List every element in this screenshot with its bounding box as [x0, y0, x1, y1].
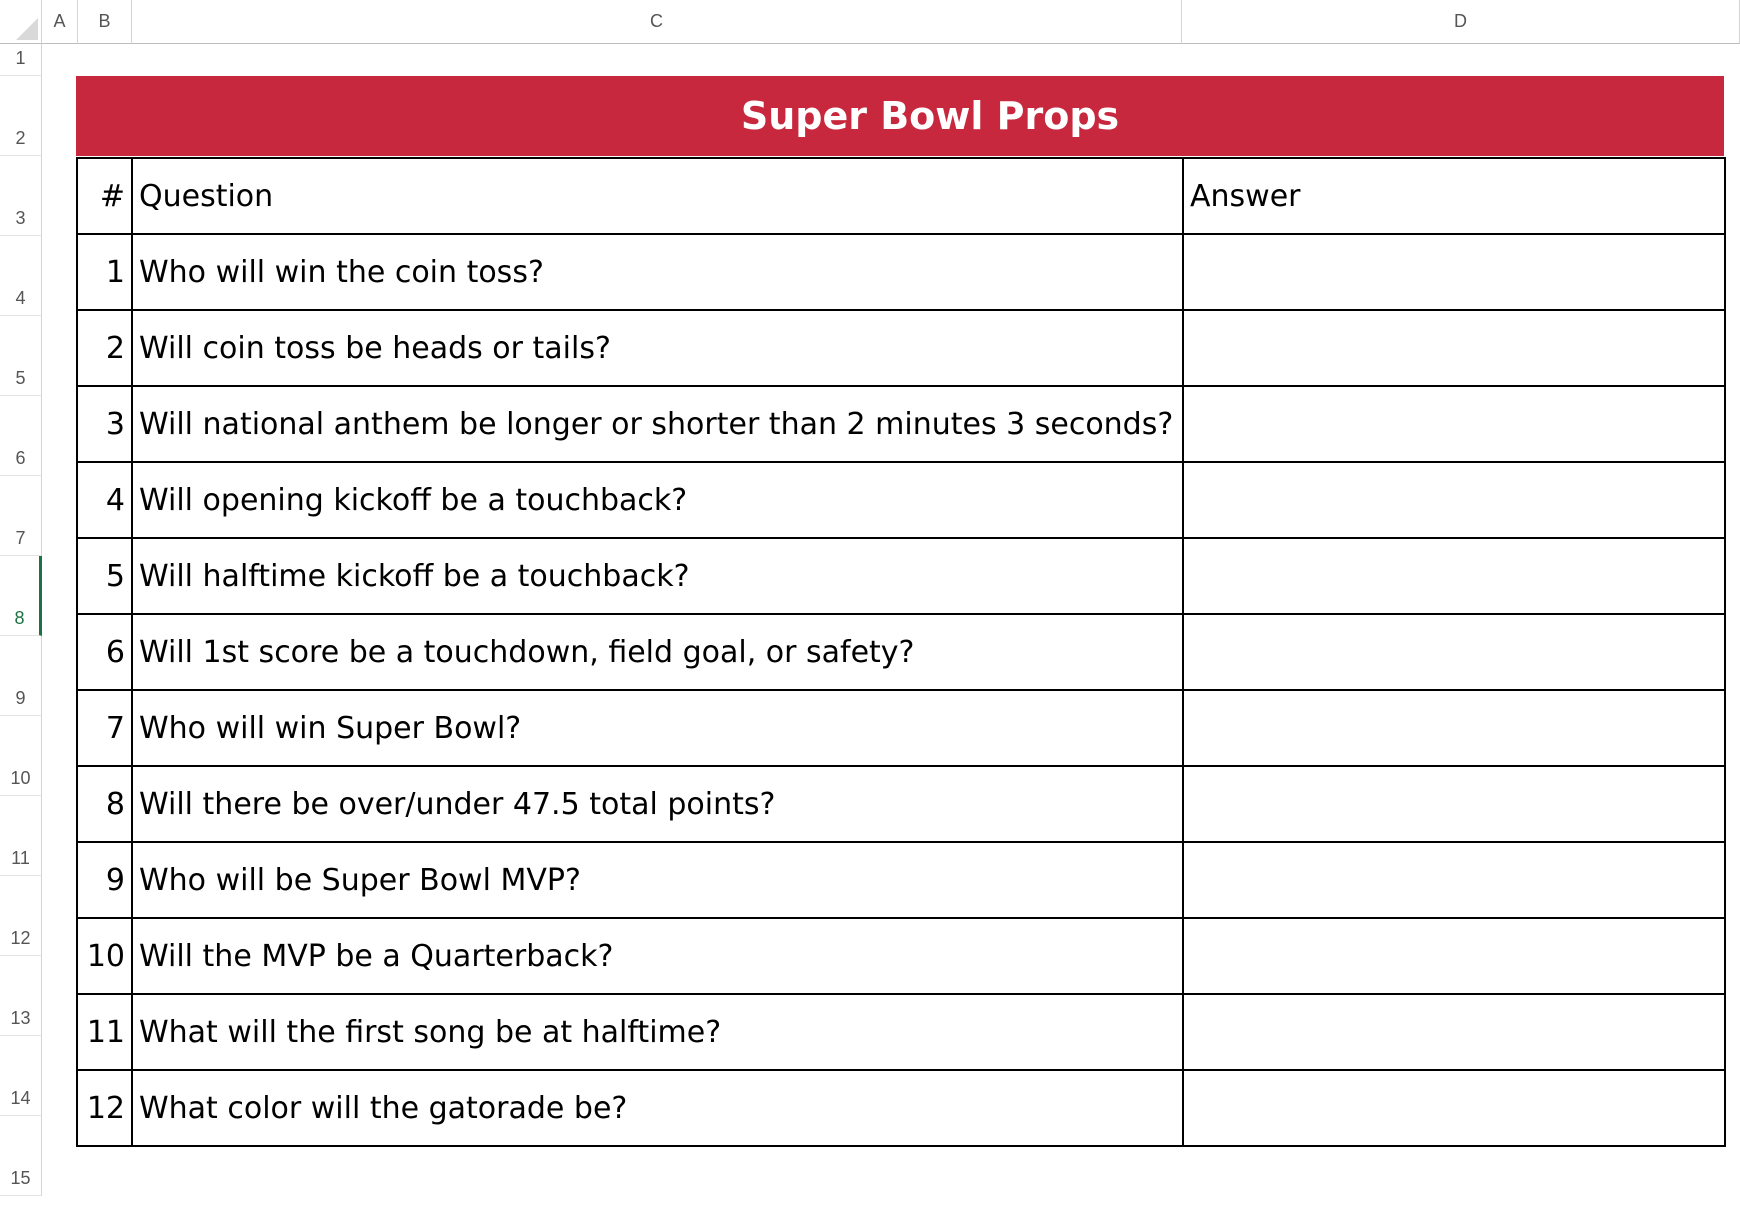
- row-header-2[interactable]: 2: [0, 76, 42, 156]
- question-number-cell[interactable]: 10: [77, 918, 132, 994]
- answer-cell[interactable]: [1183, 842, 1725, 918]
- table-row: [77, 994, 1725, 1070]
- table-row: [77, 690, 1725, 766]
- row-header-13[interactable]: 13: [0, 956, 42, 1036]
- table-row: [77, 766, 1725, 842]
- question-number-cell[interactable]: 6: [77, 614, 132, 690]
- select-all-corner[interactable]: [0, 0, 42, 44]
- answer-cell[interactable]: [1183, 918, 1725, 994]
- select-all-icon: [16, 18, 38, 40]
- row-header-1[interactable]: 1: [0, 44, 42, 76]
- row-header-8[interactable]: 8: [0, 556, 42, 636]
- question-text-cell[interactable]: What will the first song be at halftime?: [132, 994, 1183, 1070]
- header-cell-num[interactable]: #: [77, 158, 132, 234]
- table-row: [77, 234, 1725, 310]
- row-header-10[interactable]: 10: [0, 716, 42, 796]
- question-text-cell[interactable]: What color will the gatorade be?: [132, 1070, 1183, 1146]
- question-number-cell[interactable]: 9: [77, 842, 132, 918]
- question-number-cell[interactable]: 2: [77, 310, 132, 386]
- row-header-11[interactable]: 11: [0, 796, 42, 876]
- question-text-cell[interactable]: Who will win the coin toss?: [132, 234, 1183, 310]
- props-table: [76, 157, 1726, 1147]
- answer-cell[interactable]: [1183, 690, 1725, 766]
- answer-cell[interactable]: [1183, 310, 1725, 386]
- row-header-5[interactable]: 5: [0, 316, 42, 396]
- answer-cell[interactable]: [1183, 994, 1725, 1070]
- answer-cell[interactable]: [1183, 386, 1725, 462]
- question-text-cell[interactable]: Who will win Super Bowl?: [132, 690, 1183, 766]
- table-header-row: [77, 158, 1725, 234]
- sheet-title-cell[interactable]: [76, 76, 1724, 156]
- question-number-cell[interactable]: 8: [77, 766, 132, 842]
- row-header-3[interactable]: 3: [0, 156, 42, 236]
- answer-cell[interactable]: [1183, 234, 1725, 310]
- answer-cell[interactable]: [1183, 1070, 1725, 1146]
- question-number-cell[interactable]: 3: [77, 386, 132, 462]
- row-header-15[interactable]: 15: [0, 1116, 42, 1196]
- table-row: [77, 1070, 1725, 1146]
- table-row: [77, 538, 1725, 614]
- row-header-6[interactable]: 6: [0, 396, 42, 476]
- question-number-cell[interactable]: 5: [77, 538, 132, 614]
- question-text-cell[interactable]: Will coin toss be heads or tails?: [132, 310, 1183, 386]
- column-header-c[interactable]: C: [132, 0, 1182, 44]
- answer-cell[interactable]: [1183, 766, 1725, 842]
- answer-cell[interactable]: [1183, 462, 1725, 538]
- question-text-cell[interactable]: Will halftime kickoff be a touchback?: [132, 538, 1183, 614]
- row-header-14[interactable]: 14: [0, 1036, 42, 1116]
- answer-cell[interactable]: [1183, 614, 1725, 690]
- question-number-cell[interactable]: 4: [77, 462, 132, 538]
- answer-cell[interactable]: [1183, 538, 1725, 614]
- header-cell-answer[interactable]: Answer: [1183, 158, 1725, 234]
- question-number-cell[interactable]: 7: [77, 690, 132, 766]
- table-row: [77, 614, 1725, 690]
- question-number-cell[interactable]: 1: [77, 234, 132, 310]
- header-cell-question[interactable]: Question: [132, 158, 1183, 234]
- table-row: [77, 310, 1725, 386]
- table-row: [77, 462, 1725, 538]
- sheet-title: Super Bowl Props: [740, 94, 1120, 138]
- column-header-b[interactable]: B: [78, 0, 132, 44]
- row-header-9[interactable]: 9: [0, 636, 42, 716]
- question-text-cell[interactable]: Will there be over/under 47.5 total points?: [132, 766, 1183, 842]
- question-text-cell[interactable]: Will national anthem be longer or shorter than 2 minutes 3 seconds?: [132, 386, 1183, 462]
- question-text-cell[interactable]: Will opening kickoff be a touchback?: [132, 462, 1183, 538]
- question-text-cell[interactable]: Will 1st score be a touchdown, field goal, or safety?: [132, 614, 1183, 690]
- question-text-cell[interactable]: Will the MVP be a Quarterback?: [132, 918, 1183, 994]
- table-row: [77, 386, 1725, 462]
- question-text-cell[interactable]: Who will be Super Bowl MVP?: [132, 842, 1183, 918]
- row-header-4[interactable]: 4: [0, 236, 42, 316]
- question-number-cell[interactable]: 11: [77, 994, 132, 1070]
- row-header-7[interactable]: 7: [0, 476, 42, 556]
- question-number-cell[interactable]: 12: [77, 1070, 132, 1146]
- column-header-a[interactable]: A: [42, 0, 78, 44]
- table-row: [77, 918, 1725, 994]
- table-row: [77, 842, 1725, 918]
- column-header-d[interactable]: D: [1182, 0, 1740, 44]
- row-header-12[interactable]: 12: [0, 876, 42, 956]
